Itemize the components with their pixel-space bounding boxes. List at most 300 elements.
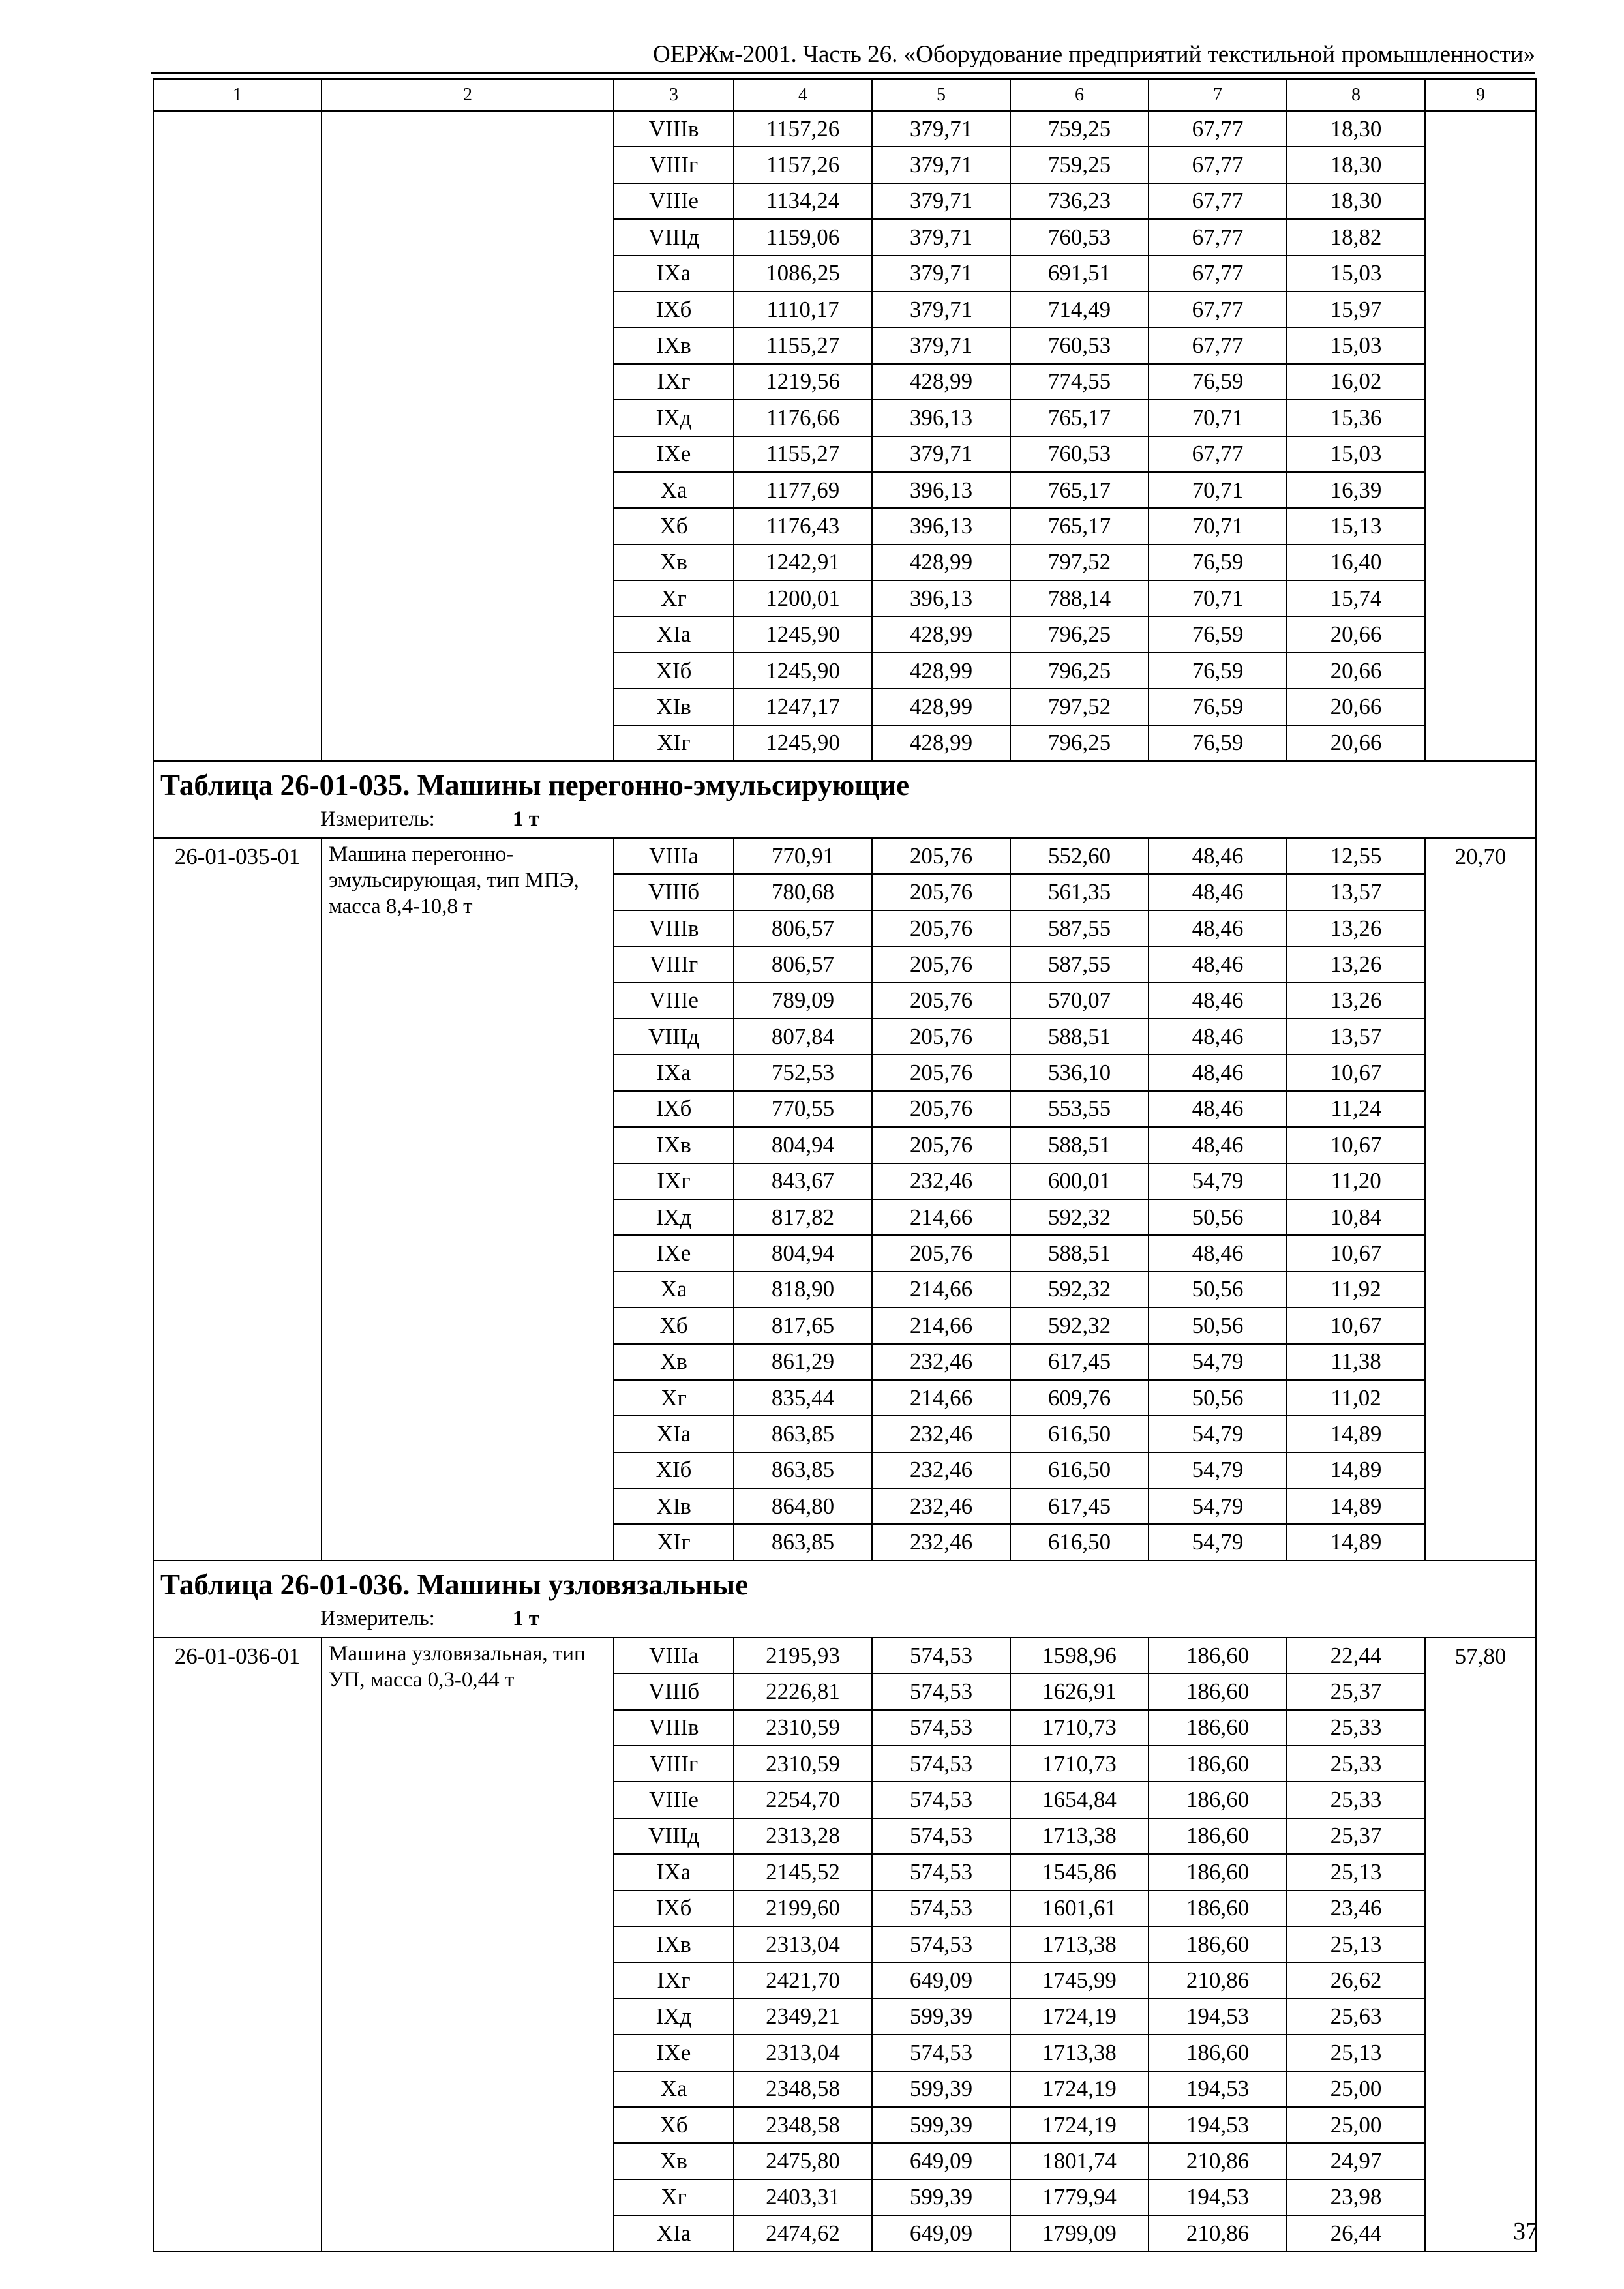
- wages-cell: 574,53: [872, 1710, 1010, 1746]
- column-number-cell: 3: [614, 79, 734, 111]
- wages-cell: 428,99: [872, 616, 1010, 652]
- direct-costs-cell: 1157,26: [734, 111, 872, 147]
- materials-cell: 16,02: [1287, 364, 1425, 400]
- operator-wages-cell: 186,60: [1149, 1891, 1287, 1926]
- materials-cell: 20,66: [1287, 653, 1425, 689]
- machine-costs-cell: 760,53: [1010, 327, 1149, 363]
- materials-cell: 20,66: [1287, 725, 1425, 761]
- wages-cell: 396,13: [872, 400, 1010, 436]
- wages-cell: 232,46: [872, 1344, 1010, 1380]
- direct-costs-cell: 806,57: [734, 910, 872, 946]
- machine-costs-cell: 1654,84: [1010, 1782, 1149, 1818]
- rates-table: [153, 78, 1537, 2252]
- materials-cell: 25,33: [1287, 1782, 1425, 1818]
- operator-wages-cell: 76,59: [1149, 689, 1287, 725]
- machine-costs-cell: 1799,09: [1010, 2215, 1149, 2251]
- direct-costs-cell: 1245,90: [734, 616, 872, 652]
- materials-cell: 13,26: [1287, 910, 1425, 946]
- materials-cell: 25,13: [1287, 1854, 1425, 1890]
- machine-costs-cell: 1713,38: [1010, 2035, 1149, 2071]
- operator-wages-cell: 67,77: [1149, 183, 1287, 219]
- total-cell: 57,80: [1425, 1638, 1536, 2252]
- zone-cell: Xб: [614, 2107, 734, 2143]
- materials-cell: 23,98: [1287, 2179, 1425, 2215]
- zone-cell: IXе: [614, 436, 734, 472]
- zone-cell: VIIIг: [614, 946, 734, 982]
- materials-cell: 25,33: [1287, 1710, 1425, 1746]
- zone-cell: XIг: [614, 1524, 734, 1560]
- direct-costs-cell: 770,91: [734, 838, 872, 874]
- direct-costs-cell: 804,94: [734, 1127, 872, 1163]
- direct-costs-cell: 807,84: [734, 1019, 872, 1055]
- operator-wages-cell: 194,53: [1149, 2107, 1287, 2143]
- materials-cell: 13,26: [1287, 983, 1425, 1019]
- zone-cell: VIIIб: [614, 874, 734, 910]
- operator-wages-cell: 54,79: [1149, 1344, 1287, 1380]
- direct-costs-cell: 2348,58: [734, 2071, 872, 2107]
- code-cell: 26-01-036-01: [153, 1638, 322, 2252]
- direct-costs-cell: 770,55: [734, 1091, 872, 1127]
- wages-cell: 232,46: [872, 1488, 1010, 1524]
- machine-costs-cell: 587,55: [1010, 946, 1149, 982]
- machine-costs-cell: 765,17: [1010, 400, 1149, 436]
- machine-costs-cell: 617,45: [1010, 1344, 1149, 1380]
- materials-cell: 25,37: [1287, 1673, 1425, 1709]
- materials-cell: 10,67: [1287, 1127, 1425, 1163]
- zone-cell: IXг: [614, 1163, 734, 1199]
- operator-wages-cell: 67,77: [1149, 147, 1287, 183]
- materials-cell: 16,39: [1287, 472, 1425, 508]
- wages-cell: 232,46: [872, 1416, 1010, 1452]
- wages-cell: 574,53: [872, 1818, 1010, 1854]
- direct-costs-cell: 752,53: [734, 1055, 872, 1090]
- wages-cell: 428,99: [872, 364, 1010, 400]
- operator-wages-cell: 210,86: [1149, 1962, 1287, 1998]
- zone-cell: IXд: [614, 1199, 734, 1235]
- direct-costs-cell: 2254,70: [734, 1782, 872, 1818]
- machine-costs-cell: 588,51: [1010, 1127, 1149, 1163]
- machine-costs-cell: 796,25: [1010, 616, 1149, 652]
- direct-costs-cell: 2313,28: [734, 1818, 872, 1854]
- wages-cell: 649,09: [872, 2215, 1010, 2251]
- machine-costs-cell: 553,55: [1010, 1091, 1149, 1127]
- column-number-cell: 5: [872, 79, 1010, 111]
- table-row: [153, 838, 1536, 874]
- machine-costs-cell: 552,60: [1010, 838, 1149, 874]
- direct-costs-cell: 804,94: [734, 1235, 872, 1271]
- operator-wages-cell: 54,79: [1149, 1163, 1287, 1199]
- operator-wages-cell: 186,60: [1149, 1638, 1287, 1673]
- operator-wages-cell: 194,53: [1149, 2071, 1287, 2107]
- operator-wages-cell: 76,59: [1149, 653, 1287, 689]
- materials-cell: 26,44: [1287, 2215, 1425, 2251]
- wages-cell: 574,53: [872, 1854, 1010, 1890]
- wages-cell: 205,76: [872, 910, 1010, 946]
- machine-costs-cell: 1710,73: [1010, 1746, 1149, 1782]
- direct-costs-cell: 835,44: [734, 1380, 872, 1416]
- wages-cell: 205,76: [872, 983, 1010, 1019]
- materials-cell: 25,63: [1287, 1999, 1425, 2035]
- materials-cell: 23,46: [1287, 1891, 1425, 1926]
- page-number: 37: [1513, 2218, 1538, 2245]
- operator-wages-cell: 194,53: [1149, 1999, 1287, 2035]
- materials-cell: 10,84: [1287, 1199, 1425, 1235]
- direct-costs-cell: 1176,43: [734, 508, 872, 544]
- wages-cell: 205,76: [872, 1235, 1010, 1271]
- machine-costs-cell: 760,53: [1010, 219, 1149, 255]
- machine-costs-cell: 796,25: [1010, 653, 1149, 689]
- machine-costs-cell: 570,07: [1010, 983, 1149, 1019]
- machine-costs-cell: 1801,74: [1010, 2143, 1149, 2179]
- machine-costs-cell: 1713,38: [1010, 1818, 1149, 1854]
- zone-cell: Xг: [614, 580, 734, 616]
- zone-cell: IXв: [614, 327, 734, 363]
- wages-cell: 649,09: [872, 2143, 1010, 2179]
- operator-wages-cell: 67,77: [1149, 219, 1287, 255]
- column-number-cell: 9: [1425, 79, 1536, 111]
- section-header: [153, 761, 1536, 838]
- rates-table-body: [153, 79, 1536, 2251]
- operator-wages-cell: 194,53: [1149, 2179, 1287, 2215]
- zone-cell: Xв: [614, 1344, 734, 1380]
- wages-cell: 205,76: [872, 1019, 1010, 1055]
- zone-cell: IXб: [614, 1091, 734, 1127]
- zone-cell: Xа: [614, 2071, 734, 2107]
- operator-wages-cell: 54,79: [1149, 1452, 1287, 1488]
- materials-cell: 18,30: [1287, 147, 1425, 183]
- zone-cell: XIг: [614, 725, 734, 761]
- section-unit: [160, 1604, 1529, 1633]
- zone-cell: VIIIа: [614, 1638, 734, 1673]
- materials-cell: 25,00: [1287, 2107, 1425, 2143]
- machine-costs-cell: 616,50: [1010, 1416, 1149, 1452]
- code-cell: [153, 111, 322, 761]
- wages-cell: 396,13: [872, 580, 1010, 616]
- description-cell: Машина узловязальная, тип УП, масса 0,3-0,44 т: [322, 1638, 614, 2252]
- operator-wages-cell: 76,59: [1149, 545, 1287, 580]
- machine-costs-cell: 796,25: [1010, 725, 1149, 761]
- zone-cell: IXг: [614, 364, 734, 400]
- zone-cell: VIIIе: [614, 183, 734, 219]
- direct-costs-cell: 817,82: [734, 1199, 872, 1235]
- operator-wages-cell: 76,59: [1149, 725, 1287, 761]
- wages-cell: 205,76: [872, 1055, 1010, 1090]
- wages-cell: 649,09: [872, 1962, 1010, 1998]
- materials-cell: 14,89: [1287, 1488, 1425, 1524]
- wages-cell: 574,53: [872, 1673, 1010, 1709]
- direct-costs-cell: 1157,26: [734, 147, 872, 183]
- wages-cell: 205,76: [872, 946, 1010, 982]
- materials-cell: 15,03: [1287, 327, 1425, 363]
- materials-cell: 14,89: [1287, 1524, 1425, 1560]
- direct-costs-cell: 806,57: [734, 946, 872, 982]
- direct-costs-cell: 2226,81: [734, 1673, 872, 1709]
- zone-cell: VIIIг: [614, 1746, 734, 1782]
- operator-wages-cell: 67,77: [1149, 292, 1287, 327]
- wages-cell: 379,71: [872, 147, 1010, 183]
- direct-costs-cell: 2348,58: [734, 2107, 872, 2143]
- description-cell: Машина перегонно-эмульсирующая, тип МПЭ, масса 8,4-10,8 т: [322, 838, 614, 1561]
- machine-costs-cell: 1545,86: [1010, 1854, 1149, 1890]
- materials-cell: 13,57: [1287, 874, 1425, 910]
- materials-cell: 15,13: [1287, 508, 1425, 544]
- running-header: ОЕРЖм-2001. Часть 26. «Оборудование предприятий текстильной промышленности»: [653, 41, 1535, 68]
- direct-costs-cell: 864,80: [734, 1488, 872, 1524]
- direct-costs-cell: 817,65: [734, 1308, 872, 1343]
- materials-cell: 24,97: [1287, 2143, 1425, 2179]
- materials-cell: 10,67: [1287, 1055, 1425, 1090]
- machine-costs-cell: 759,25: [1010, 111, 1149, 147]
- operator-wages-cell: 186,60: [1149, 1710, 1287, 1746]
- operator-wages-cell: 210,86: [1149, 2143, 1287, 2179]
- zone-cell: Xа: [614, 472, 734, 508]
- section-header: [153, 1561, 1536, 1638]
- zone-cell: IXд: [614, 400, 734, 436]
- machine-costs-cell: 588,51: [1010, 1235, 1149, 1271]
- machine-costs-cell: 1601,61: [1010, 1891, 1149, 1926]
- materials-cell: 11,02: [1287, 1380, 1425, 1416]
- column-number-cell: 8: [1287, 79, 1425, 111]
- materials-cell: 25,00: [1287, 2071, 1425, 2107]
- materials-cell: 20,66: [1287, 616, 1425, 652]
- operator-wages-cell: 67,77: [1149, 256, 1287, 292]
- materials-cell: 15,97: [1287, 292, 1425, 327]
- materials-cell: 13,57: [1287, 1019, 1425, 1055]
- wages-cell: 396,13: [872, 508, 1010, 544]
- materials-cell: 18,30: [1287, 183, 1425, 219]
- unit-label: Измеритель:: [320, 1606, 435, 1630]
- direct-costs-cell: 1245,90: [734, 725, 872, 761]
- direct-costs-cell: 2313,04: [734, 2035, 872, 2071]
- zone-cell: VIIIв: [614, 1710, 734, 1746]
- wages-cell: 232,46: [872, 1452, 1010, 1488]
- wages-cell: 205,76: [872, 1091, 1010, 1127]
- zone-cell: XIб: [614, 1452, 734, 1488]
- machine-costs-cell: 797,52: [1010, 545, 1149, 580]
- operator-wages-cell: 76,59: [1149, 616, 1287, 652]
- zone-cell: XIа: [614, 1416, 734, 1452]
- direct-costs-cell: 780,68: [734, 874, 872, 910]
- zone-cell: IXа: [614, 1055, 734, 1090]
- machine-costs-cell: 714,49: [1010, 292, 1149, 327]
- materials-cell: 25,33: [1287, 1746, 1425, 1782]
- column-number-cell: 4: [734, 79, 872, 111]
- machine-costs-cell: 616,50: [1010, 1524, 1149, 1560]
- machine-costs-cell: 1598,96: [1010, 1638, 1149, 1673]
- operator-wages-cell: 48,46: [1149, 1235, 1287, 1271]
- machine-costs-cell: 1724,19: [1010, 2107, 1149, 2143]
- materials-cell: 10,67: [1287, 1308, 1425, 1343]
- machine-costs-cell: 1745,99: [1010, 1962, 1149, 1998]
- operator-wages-cell: 186,60: [1149, 1782, 1287, 1818]
- zone-cell: XIв: [614, 689, 734, 725]
- machine-costs-cell: 617,45: [1010, 1488, 1149, 1524]
- operator-wages-cell: 70,71: [1149, 472, 1287, 508]
- wages-cell: 599,39: [872, 2179, 1010, 2215]
- materials-cell: 25,13: [1287, 2035, 1425, 2071]
- zone-cell: IXа: [614, 1854, 734, 1890]
- direct-costs-cell: 2474,62: [734, 2215, 872, 2251]
- zone-cell: Xб: [614, 508, 734, 544]
- header-rule: [151, 72, 1535, 74]
- operator-wages-cell: 48,46: [1149, 946, 1287, 982]
- materials-cell: 11,92: [1287, 1272, 1425, 1308]
- materials-cell: 15,03: [1287, 256, 1425, 292]
- zone-cell: VIIIа: [614, 838, 734, 874]
- machine-costs-cell: 774,55: [1010, 364, 1149, 400]
- machine-costs-cell: 561,35: [1010, 874, 1149, 910]
- zone-cell: IXд: [614, 1999, 734, 2035]
- machine-costs-cell: 1724,19: [1010, 2071, 1149, 2107]
- zone-cell: VIIIе: [614, 1782, 734, 1818]
- direct-costs-cell: 1247,17: [734, 689, 872, 725]
- wages-cell: 574,53: [872, 1746, 1010, 1782]
- materials-cell: 13,26: [1287, 946, 1425, 982]
- zone-cell: Xв: [614, 545, 734, 580]
- operator-wages-cell: 48,46: [1149, 1055, 1287, 1090]
- materials-cell: 22,44: [1287, 1638, 1425, 1673]
- operator-wages-cell: 186,60: [1149, 2035, 1287, 2071]
- zone-cell: Xг: [614, 2179, 734, 2215]
- direct-costs-cell: 1134,24: [734, 183, 872, 219]
- direct-costs-cell: 2421,70: [734, 1962, 872, 1998]
- operator-wages-cell: 50,56: [1149, 1272, 1287, 1308]
- operator-wages-cell: 186,60: [1149, 1926, 1287, 1962]
- direct-costs-cell: 1242,91: [734, 545, 872, 580]
- section-header-row: [153, 1561, 1536, 1638]
- direct-costs-cell: 1245,90: [734, 653, 872, 689]
- direct-costs-cell: 789,09: [734, 983, 872, 1019]
- unit-label: Измеритель:: [320, 807, 435, 831]
- section-title: Таблица 26-01-036. Машины узловязальные: [160, 1568, 749, 1601]
- operator-wages-cell: 50,56: [1149, 1199, 1287, 1235]
- zone-cell: IXб: [614, 1891, 734, 1926]
- direct-costs-cell: 1155,27: [734, 327, 872, 363]
- wages-cell: 379,71: [872, 256, 1010, 292]
- zone-cell: IXг: [614, 1962, 734, 1998]
- unit-value: 1 т: [513, 807, 539, 831]
- machine-costs-cell: 736,23: [1010, 183, 1149, 219]
- operator-wages-cell: 48,46: [1149, 1127, 1287, 1163]
- wages-cell: 428,99: [872, 689, 1010, 725]
- materials-cell: 25,37: [1287, 1818, 1425, 1854]
- direct-costs-cell: 1219,56: [734, 364, 872, 400]
- zone-cell: IXе: [614, 2035, 734, 2071]
- materials-cell: 25,13: [1287, 1926, 1425, 1962]
- machine-costs-cell: 765,17: [1010, 472, 1149, 508]
- machine-costs-cell: 1724,19: [1010, 1999, 1149, 2035]
- wages-cell: 205,76: [872, 1127, 1010, 1163]
- column-number-cell: 1: [153, 79, 322, 111]
- machine-costs-cell: 1626,91: [1010, 1673, 1149, 1709]
- machine-costs-cell: 1779,94: [1010, 2179, 1149, 2215]
- zone-cell: XIв: [614, 1488, 734, 1524]
- direct-costs-cell: 1159,06: [734, 219, 872, 255]
- materials-cell: 11,24: [1287, 1091, 1425, 1127]
- direct-costs-cell: 2310,59: [734, 1746, 872, 1782]
- section-title: Таблица 26-01-035. Машины перегонно-эмульсирующие: [160, 769, 910, 802]
- direct-costs-cell: 863,85: [734, 1416, 872, 1452]
- table-row: [153, 1638, 1536, 1673]
- zone-cell: VIIIд: [614, 219, 734, 255]
- wages-cell: 599,39: [872, 2107, 1010, 2143]
- column-number-cell: 2: [322, 79, 614, 111]
- zone-cell: XIб: [614, 653, 734, 689]
- operator-wages-cell: 54,79: [1149, 1488, 1287, 1524]
- machine-costs-cell: 765,17: [1010, 508, 1149, 544]
- operator-wages-cell: 186,60: [1149, 1746, 1287, 1782]
- machine-costs-cell: 536,10: [1010, 1055, 1149, 1090]
- direct-costs-cell: 2313,04: [734, 1926, 872, 1962]
- operator-wages-cell: 54,79: [1149, 1524, 1287, 1560]
- direct-costs-cell: 863,85: [734, 1452, 872, 1488]
- wages-cell: 396,13: [872, 472, 1010, 508]
- zone-cell: IXв: [614, 1926, 734, 1962]
- direct-costs-cell: 818,90: [734, 1272, 872, 1308]
- direct-costs-cell: 2403,31: [734, 2179, 872, 2215]
- materials-cell: 11,20: [1287, 1163, 1425, 1199]
- zone-cell: IXв: [614, 1127, 734, 1163]
- total-cell: 20,70: [1425, 838, 1536, 1561]
- operator-wages-cell: 76,59: [1149, 364, 1287, 400]
- operator-wages-cell: 48,46: [1149, 874, 1287, 910]
- materials-cell: 10,67: [1287, 1235, 1425, 1271]
- direct-costs-cell: 2475,80: [734, 2143, 872, 2179]
- operator-wages-cell: 186,60: [1149, 1818, 1287, 1854]
- wages-cell: 574,53: [872, 1926, 1010, 1962]
- operator-wages-cell: 48,46: [1149, 838, 1287, 874]
- direct-costs-cell: 1177,69: [734, 472, 872, 508]
- operator-wages-cell: 70,71: [1149, 400, 1287, 436]
- operator-wages-cell: 48,46: [1149, 1091, 1287, 1127]
- column-number-cell: 6: [1010, 79, 1149, 111]
- wages-cell: 205,76: [872, 874, 1010, 910]
- column-number-row: [153, 79, 1536, 111]
- machine-costs-cell: 587,55: [1010, 910, 1149, 946]
- wages-cell: 214,66: [872, 1272, 1010, 1308]
- operator-wages-cell: 48,46: [1149, 910, 1287, 946]
- wages-cell: 232,46: [872, 1524, 1010, 1560]
- operator-wages-cell: 186,60: [1149, 1673, 1287, 1709]
- wages-cell: 232,46: [872, 1163, 1010, 1199]
- materials-cell: 14,89: [1287, 1452, 1425, 1488]
- operator-wages-cell: 186,60: [1149, 1854, 1287, 1890]
- machine-costs-cell: 797,52: [1010, 689, 1149, 725]
- machine-costs-cell: 1713,38: [1010, 1926, 1149, 1962]
- zone-cell: Xб: [614, 1308, 734, 1343]
- operator-wages-cell: 67,77: [1149, 111, 1287, 147]
- direct-costs-cell: 2145,52: [734, 1854, 872, 1890]
- machine-costs-cell: 760,53: [1010, 436, 1149, 472]
- operator-wages-cell: 54,79: [1149, 1416, 1287, 1452]
- materials-cell: 15,36: [1287, 400, 1425, 436]
- machine-costs-cell: 592,32: [1010, 1308, 1149, 1343]
- wages-cell: 599,39: [872, 2071, 1010, 2107]
- machine-costs-cell: 609,76: [1010, 1380, 1149, 1416]
- zone-cell: Xг: [614, 1380, 734, 1416]
- materials-cell: 15,74: [1287, 580, 1425, 616]
- operator-wages-cell: 48,46: [1149, 1019, 1287, 1055]
- direct-costs-cell: 843,67: [734, 1163, 872, 1199]
- wages-cell: 214,66: [872, 1380, 1010, 1416]
- operator-wages-cell: 50,56: [1149, 1308, 1287, 1343]
- direct-costs-cell: 2195,93: [734, 1638, 872, 1673]
- zone-cell: XIа: [614, 616, 734, 652]
- description-cell: [322, 111, 614, 761]
- unit-value: 1 т: [513, 1606, 539, 1630]
- wages-cell: 574,53: [872, 2035, 1010, 2071]
- machine-costs-cell: 1710,73: [1010, 1710, 1149, 1746]
